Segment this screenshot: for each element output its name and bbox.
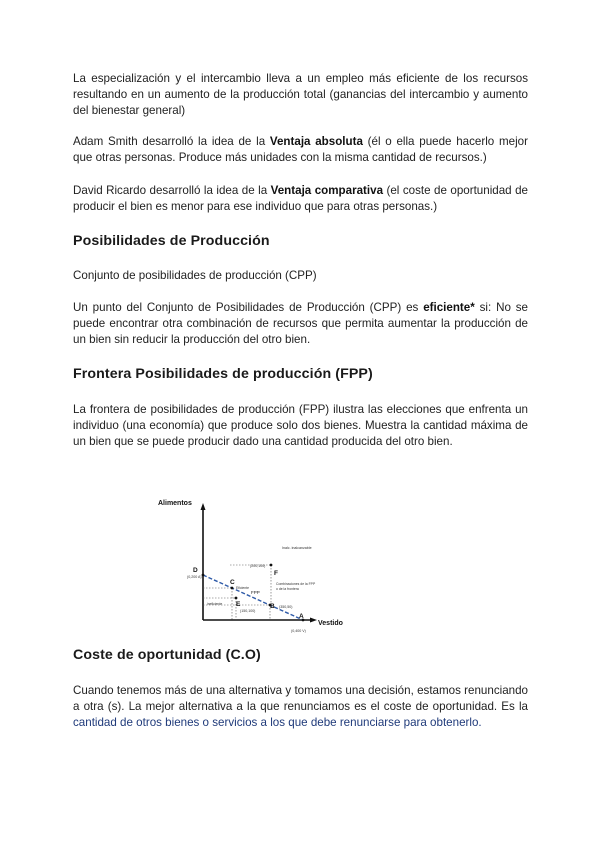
point-a-label: A [299, 613, 304, 620]
efficient-text-start: Un punto del Conjunto de Posibilidades de Producción (CPP) es [73, 301, 424, 314]
point-e-label: E [236, 601, 241, 608]
point-f-value: (200,100) [250, 564, 266, 568]
point-b-value: (350,50) [279, 605, 293, 609]
x-axis-label: Vestido [318, 620, 343, 627]
heading-frontera-fpp: Frontera Posibilidades de producción (FPP) [73, 366, 373, 382]
efficient-note: Eficiente [236, 586, 250, 590]
heading-coste-oportunidad: Coste de oportunidad (C.O) [73, 647, 261, 663]
point-b-label: B [270, 603, 275, 610]
opportunity-cost-definition: cantidad de otros bienes o servicios a los que debe renunciarse para obtenerlo. [73, 716, 482, 729]
efficient-text-end: si: No se puede encontrar otra combinación de recursos que permita aumentar la producción de un bien sin reducir la producción del otro bien. [73, 301, 528, 346]
opportunity-cost-text: Cuando tenemos más de una alternativa y tomamos una decisión, estamos renunciando a otra (s). La mejor alternativa a la que renunciamos es el coste de oportunidad. Es la [73, 684, 528, 713]
heading-posibilidades-produccion: Posibilidades de Producción [73, 233, 270, 249]
point-f-marker [270, 564, 273, 567]
x-axis-arrow-icon [310, 618, 317, 623]
point-d-label: D [193, 567, 198, 574]
ricardo-text-end: (el coste de oportunidad de producir el bien es menor para ese individuo que para otras personas.) [73, 184, 528, 213]
inefficient-note: ineficiente [207, 602, 223, 606]
paragraph-fpp-text: La frontera de posibilidades de producción (FPP) ilustra las elecciones que enfrenta un individuo (una economía) que produce solo dos bienes. Muestra la cantidad máxima de un bien que se puede producir dado una cantidad producida del otro bien. [73, 403, 528, 448]
comparative-advantage-term: Ventaja comparativa [270, 184, 384, 197]
adam-smith-text-end: (él o ella puede hacerlo mejor que otras personas. Produce más unidades con la misma cantidad de recursos.) [73, 135, 528, 164]
point-e-marker [235, 597, 238, 600]
point-d-marker [202, 574, 205, 577]
absolute-advantage-term: Ventaja absoluta [269, 135, 363, 148]
efficient-term: eficiente* [423, 301, 475, 314]
inalcanzable-note: Inalc. inalcanzable [282, 546, 312, 550]
point-e-value: (150,100) [240, 609, 256, 613]
point-c-label: C [230, 579, 235, 586]
adam-smith-text-start: Adam Smith desarrolló la idea de la [73, 135, 270, 148]
paragraph-specialization-text: La especialización y el intercambio lleva a un empleo más eficiente de los recursos resultando en un aumento de la producción total (ganancias del intercambio y aumento del bienestar general) [73, 72, 528, 117]
point-f-label: F [274, 570, 278, 577]
ricardo-text-start: David Ricardo desarrolló la idea de la [73, 184, 271, 197]
point-d-value: (0,200 A) [187, 575, 202, 579]
y-axis-arrow-icon [201, 503, 206, 510]
frontier-note-line2: o de la frontera [276, 587, 299, 591]
fpp-label: FPP [251, 590, 260, 595]
frontier-note-line1: Combinaciones de la FPP [276, 582, 316, 586]
paragraph-opportunity-cost [73, 683, 528, 731]
y-axis-label: Alimentos [158, 500, 192, 507]
paragraph-cpp-text: Conjunto de posibilidades de producción (CPP) [73, 269, 317, 282]
point-c-marker [231, 587, 234, 590]
point-a-value: (0,400 V) [291, 629, 306, 633]
